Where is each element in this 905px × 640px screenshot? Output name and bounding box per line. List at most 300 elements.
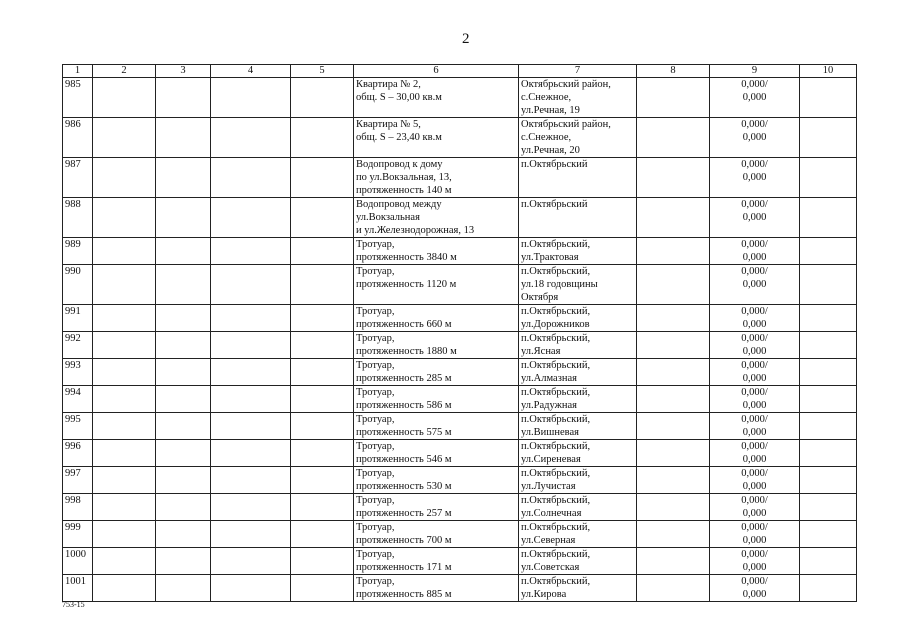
- table-row: [63, 158, 857, 198]
- column-header: 2: [93, 65, 156, 78]
- empty-cell: [800, 198, 857, 238]
- table-row: [63, 332, 857, 359]
- cell-line: п.Октябрьский,: [521, 333, 591, 344]
- object-description: [354, 158, 519, 198]
- cell-line: 0,000: [742, 279, 767, 290]
- cell-line: 0,000/: [741, 239, 768, 250]
- object-description: [354, 305, 519, 332]
- empty-cell: [800, 521, 857, 548]
- table-row: [63, 118, 857, 158]
- cell-line: 0,000/: [741, 199, 768, 210]
- empty-cell: [156, 78, 211, 118]
- cell-line: и ул.Железнодорожная, 13: [356, 225, 475, 236]
- row-number: 1000: [63, 548, 93, 575]
- empty-cell: [211, 575, 291, 602]
- cell-line: протяженность 575 м: [356, 427, 452, 438]
- cell-line: 0,000: [742, 562, 767, 573]
- cell-line: 0,000/: [741, 414, 768, 425]
- empty-cell: [211, 494, 291, 521]
- empty-cell: [211, 78, 291, 118]
- cell-line: п.Октябрьский,: [521, 495, 591, 506]
- object-value: [710, 575, 800, 602]
- object-description: [354, 413, 519, 440]
- cell-line: п.Октябрьский,: [521, 468, 591, 479]
- object-location: [519, 548, 637, 575]
- empty-cell: [211, 332, 291, 359]
- empty-cell: [800, 575, 857, 602]
- cell-line: 0,000: [742, 481, 767, 492]
- column-header: 8: [637, 65, 710, 78]
- cell-line: п.Октябрьский,: [521, 441, 591, 452]
- cell-line: ул.Солнечная: [521, 508, 582, 519]
- cell-line: 0,000: [742, 252, 767, 263]
- cell-line: п.Октябрьский,: [521, 522, 591, 533]
- empty-cell: [637, 158, 710, 198]
- cell-line: протяженность 3840 м: [356, 252, 457, 263]
- cell-line: протяженность 171 м: [356, 562, 452, 573]
- cell-line: 0,000: [742, 400, 767, 411]
- column-header: 10: [800, 65, 857, 78]
- empty-cell: [800, 413, 857, 440]
- cell-line: 0,000/: [741, 119, 768, 130]
- empty-cell: [156, 467, 211, 494]
- cell-line: п.Октябрьский,: [521, 549, 591, 560]
- object-value: [710, 198, 800, 238]
- cell-line: Водопровод к дому: [356, 159, 443, 170]
- empty-cell: [637, 494, 710, 521]
- cell-line: 0,000/: [741, 159, 768, 170]
- cell-line: протяженность 285 м: [356, 373, 452, 384]
- table-row: [63, 386, 857, 413]
- empty-cell: [211, 265, 291, 305]
- object-description: [354, 332, 519, 359]
- cell-line: протяженность 586 м: [356, 400, 452, 411]
- cell-line: ул.Северная: [521, 535, 576, 546]
- empty-cell: [211, 440, 291, 467]
- cell-line: 0,000: [742, 535, 767, 546]
- empty-cell: [93, 386, 156, 413]
- object-value: [710, 118, 800, 158]
- empty-cell: [800, 118, 857, 158]
- empty-cell: [637, 548, 710, 575]
- cell-line: 0,000/: [741, 522, 768, 533]
- object-location: [519, 386, 637, 413]
- object-value: [710, 521, 800, 548]
- cell-line: по ул.Вокзальная, 13,: [356, 172, 452, 183]
- empty-cell: [156, 440, 211, 467]
- row-number: 986: [63, 118, 93, 158]
- empty-cell: [637, 305, 710, 332]
- cell-line: 0,000: [742, 427, 767, 438]
- row-number: 995: [63, 413, 93, 440]
- row-number: 993: [63, 359, 93, 386]
- object-value: [710, 413, 800, 440]
- object-description: [354, 265, 519, 305]
- table-row: [63, 440, 857, 467]
- cell-line: с.Снежное,: [521, 92, 572, 103]
- empty-cell: [637, 359, 710, 386]
- empty-cell: [156, 238, 211, 265]
- cell-line: 0,000: [742, 589, 767, 600]
- object-value: [710, 467, 800, 494]
- register-table: [62, 64, 857, 602]
- cell-line: п.Октябрьский,: [521, 266, 591, 277]
- object-description: [354, 575, 519, 602]
- empty-cell: [291, 467, 354, 494]
- cell-line: ул.Ясная: [521, 346, 561, 357]
- object-value: [710, 332, 800, 359]
- row-number: 992: [63, 332, 93, 359]
- object-value: [710, 359, 800, 386]
- cell-line: Октябрьский район,: [521, 79, 611, 90]
- column-header: 1: [63, 65, 93, 78]
- object-location: [519, 467, 637, 494]
- cell-line: 0,000/: [741, 576, 768, 587]
- empty-cell: [93, 198, 156, 238]
- cell-line: 0,000: [742, 319, 767, 330]
- cell-line: Тротуар,: [356, 414, 395, 425]
- cell-line: общ. S – 23,40 кв.м: [356, 132, 442, 143]
- cell-line: протяженность 660 м: [356, 319, 452, 330]
- cell-line: ул.Вокзальная: [356, 212, 420, 223]
- column-header: 5: [291, 65, 354, 78]
- row-number: 996: [63, 440, 93, 467]
- empty-cell: [637, 413, 710, 440]
- object-location: [519, 440, 637, 467]
- cell-line: ул.Радужная: [521, 400, 577, 411]
- object-value: [710, 440, 800, 467]
- empty-cell: [93, 78, 156, 118]
- cell-line: 0,000: [742, 373, 767, 384]
- cell-line: общ. S – 30,00 кв.м: [356, 92, 442, 103]
- object-location: [519, 494, 637, 521]
- cell-line: ул.Речная, 20: [521, 145, 580, 156]
- empty-cell: [291, 440, 354, 467]
- empty-cell: [156, 332, 211, 359]
- object-location: [519, 118, 637, 158]
- empty-cell: [291, 158, 354, 198]
- cell-line: Октября: [521, 292, 559, 303]
- empty-cell: [291, 359, 354, 386]
- empty-cell: [291, 494, 354, 521]
- row-number: 1001: [63, 575, 93, 602]
- cell-line: Тротуар,: [356, 306, 395, 317]
- empty-cell: [211, 118, 291, 158]
- object-description: [354, 78, 519, 118]
- empty-cell: [637, 198, 710, 238]
- empty-cell: [156, 158, 211, 198]
- empty-cell: [93, 158, 156, 198]
- cell-line: ул.Речная, 19: [521, 105, 580, 116]
- row-number: 991: [63, 305, 93, 332]
- cell-line: 0,000/: [741, 306, 768, 317]
- cell-line: 0,000: [742, 454, 767, 465]
- empty-cell: [93, 118, 156, 158]
- table-row: [63, 198, 857, 238]
- empty-cell: [637, 575, 710, 602]
- object-location: [519, 521, 637, 548]
- register-body: [63, 78, 857, 602]
- empty-cell: [93, 238, 156, 265]
- empty-cell: [156, 198, 211, 238]
- empty-cell: [211, 238, 291, 265]
- empty-cell: [211, 386, 291, 413]
- empty-cell: [211, 521, 291, 548]
- object-location: [519, 238, 637, 265]
- object-location: [519, 78, 637, 118]
- row-number: 990: [63, 265, 93, 305]
- object-location: [519, 332, 637, 359]
- empty-cell: [800, 494, 857, 521]
- empty-cell: [156, 305, 211, 332]
- empty-cell: [211, 158, 291, 198]
- cell-line: 0,000/: [741, 266, 768, 277]
- empty-cell: [800, 238, 857, 265]
- cell-line: Тротуар,: [356, 333, 395, 344]
- cell-line: Водопровод между: [356, 199, 442, 210]
- object-location: [519, 413, 637, 440]
- object-description: [354, 238, 519, 265]
- empty-cell: [156, 359, 211, 386]
- cell-line: 0,000/: [741, 79, 768, 90]
- cell-line: Тротуар,: [356, 387, 395, 398]
- object-location: [519, 198, 637, 238]
- cell-line: п.Октябрьский,: [521, 239, 591, 250]
- cell-line: протяженность 140 м: [356, 185, 452, 196]
- empty-cell: [211, 413, 291, 440]
- cell-line: Тротуар,: [356, 441, 395, 452]
- object-description: [354, 198, 519, 238]
- empty-cell: [637, 467, 710, 494]
- object-description: [354, 548, 519, 575]
- cell-line: 0,000/: [741, 495, 768, 506]
- row-number: 998: [63, 494, 93, 521]
- row-number: 997: [63, 467, 93, 494]
- object-value: [710, 238, 800, 265]
- table-row: [63, 265, 857, 305]
- table-row: [63, 305, 857, 332]
- cell-line: п.Октябрьский: [521, 199, 588, 210]
- empty-cell: [291, 386, 354, 413]
- cell-line: с.Снежное,: [521, 132, 572, 143]
- cell-line: 0,000/: [741, 333, 768, 344]
- empty-cell: [93, 305, 156, 332]
- cell-line: п.Октябрьский,: [521, 576, 591, 587]
- empty-cell: [93, 467, 156, 494]
- empty-cell: [156, 118, 211, 158]
- cell-line: Октябрьский район,: [521, 119, 611, 130]
- object-description: [354, 118, 519, 158]
- cell-line: 0,000: [742, 346, 767, 357]
- empty-cell: [93, 359, 156, 386]
- empty-cell: [93, 494, 156, 521]
- empty-cell: [156, 265, 211, 305]
- object-location: [519, 158, 637, 198]
- table-row: [63, 78, 857, 118]
- empty-cell: [637, 238, 710, 265]
- cell-line: п.Октябрьский,: [521, 414, 591, 425]
- object-value: [710, 305, 800, 332]
- empty-cell: [93, 332, 156, 359]
- empty-cell: [291, 118, 354, 158]
- cell-line: протяженность 1120 м: [356, 279, 457, 290]
- empty-cell: [291, 265, 354, 305]
- cell-line: Тротуар,: [356, 549, 395, 560]
- cell-line: 0,000/: [741, 468, 768, 479]
- cell-line: ул.Вишневая: [521, 427, 579, 438]
- empty-cell: [291, 413, 354, 440]
- cell-line: 0,000/: [741, 360, 768, 371]
- empty-cell: [800, 548, 857, 575]
- object-location: [519, 575, 637, 602]
- table-row: [63, 521, 857, 548]
- cell-line: ул.Алмазная: [521, 373, 577, 384]
- empty-cell: [800, 467, 857, 494]
- empty-cell: [93, 575, 156, 602]
- cell-line: Квартира № 5,: [356, 119, 421, 130]
- object-value: [710, 494, 800, 521]
- table-row: [63, 494, 857, 521]
- object-description: [354, 467, 519, 494]
- empty-cell: [291, 78, 354, 118]
- row-number: 985: [63, 78, 93, 118]
- object-description: [354, 440, 519, 467]
- cell-line: протяженность 530 м: [356, 481, 452, 492]
- cell-line: ул.Дорожников: [521, 319, 590, 330]
- cell-line: протяженность 257 м: [356, 508, 452, 519]
- empty-cell: [156, 548, 211, 575]
- empty-cell: [93, 440, 156, 467]
- object-location: [519, 305, 637, 332]
- object-value: [710, 548, 800, 575]
- empty-cell: [156, 413, 211, 440]
- empty-cell: [800, 359, 857, 386]
- empty-cell: [291, 198, 354, 238]
- cell-line: п.Октябрьский,: [521, 360, 591, 371]
- cell-line: протяженность 700 м: [356, 535, 452, 546]
- table-row: [63, 467, 857, 494]
- object-location: [519, 359, 637, 386]
- cell-line: ул.Трактовая: [521, 252, 579, 263]
- table-row: [63, 238, 857, 265]
- cell-line: Тротуар,: [356, 360, 395, 371]
- empty-cell: [637, 440, 710, 467]
- cell-line: ул.Сиреневая: [521, 454, 581, 465]
- cell-line: протяженность 1880 м: [356, 346, 457, 357]
- empty-cell: [800, 305, 857, 332]
- cell-line: 0,000: [742, 172, 767, 183]
- empty-cell: [637, 332, 710, 359]
- cell-line: Тротуар,: [356, 239, 395, 250]
- footer-code: 753-15: [62, 600, 85, 609]
- row-number: 994: [63, 386, 93, 413]
- row-number: 999: [63, 521, 93, 548]
- column-header: 4: [211, 65, 291, 78]
- cell-line: п.Октябрьский,: [521, 306, 591, 317]
- empty-cell: [637, 265, 710, 305]
- cell-line: ул.Лучистая: [521, 481, 576, 492]
- table-row: [63, 548, 857, 575]
- empty-cell: [637, 118, 710, 158]
- empty-cell: [637, 78, 710, 118]
- empty-cell: [291, 521, 354, 548]
- empty-cell: [637, 521, 710, 548]
- table-row: [63, 575, 857, 602]
- object-description: [354, 521, 519, 548]
- empty-cell: [800, 440, 857, 467]
- cell-line: 0,000/: [741, 549, 768, 560]
- cell-line: ул.Кирова: [521, 589, 567, 600]
- empty-cell: [291, 332, 354, 359]
- cell-line: ул.Советская: [521, 562, 580, 573]
- column-header: 9: [710, 65, 800, 78]
- empty-cell: [291, 305, 354, 332]
- table-row: [63, 413, 857, 440]
- empty-cell: [637, 386, 710, 413]
- cell-line: 0,000: [742, 132, 767, 143]
- empty-cell: [211, 198, 291, 238]
- object-value: [710, 386, 800, 413]
- cell-line: 0,000: [742, 212, 767, 223]
- object-description: [354, 359, 519, 386]
- cell-line: 0,000: [742, 508, 767, 519]
- empty-cell: [93, 413, 156, 440]
- cell-line: ул.18 годовщины: [521, 279, 598, 290]
- empty-cell: [211, 467, 291, 494]
- empty-cell: [156, 521, 211, 548]
- empty-cell: [800, 332, 857, 359]
- object-value: [710, 265, 800, 305]
- empty-cell: [211, 548, 291, 575]
- column-header: 3: [156, 65, 211, 78]
- cell-line: Тротуар,: [356, 266, 395, 277]
- cell-line: 0,000/: [741, 387, 768, 398]
- empty-cell: [156, 494, 211, 521]
- empty-cell: [291, 575, 354, 602]
- empty-cell: [211, 305, 291, 332]
- object-value: [710, 158, 800, 198]
- empty-cell: [211, 359, 291, 386]
- empty-cell: [93, 548, 156, 575]
- object-description: [354, 494, 519, 521]
- empty-cell: [93, 521, 156, 548]
- cell-line: 0,000/: [741, 441, 768, 452]
- cell-line: протяженность 546 м: [356, 454, 452, 465]
- cell-line: протяженность 885 м: [356, 589, 452, 600]
- empty-cell: [800, 386, 857, 413]
- cell-line: 0,000: [742, 92, 767, 103]
- empty-cell: [800, 78, 857, 118]
- cell-line: Тротуар,: [356, 522, 395, 533]
- column-header: 6: [354, 65, 519, 78]
- cell-line: п.Октябрьский,: [521, 387, 591, 398]
- object-location: [519, 265, 637, 305]
- empty-cell: [800, 158, 857, 198]
- object-description: [354, 386, 519, 413]
- page-number: 2: [462, 31, 470, 47]
- empty-cell: [156, 575, 211, 602]
- column-number-row: [63, 65, 857, 78]
- empty-cell: [291, 548, 354, 575]
- row-number: 987: [63, 158, 93, 198]
- empty-cell: [291, 238, 354, 265]
- empty-cell: [93, 265, 156, 305]
- object-value: [710, 78, 800, 118]
- cell-line: Квартира № 2,: [356, 79, 421, 90]
- cell-line: Тротуар,: [356, 495, 395, 506]
- row-number: 989: [63, 238, 93, 265]
- table-row: [63, 359, 857, 386]
